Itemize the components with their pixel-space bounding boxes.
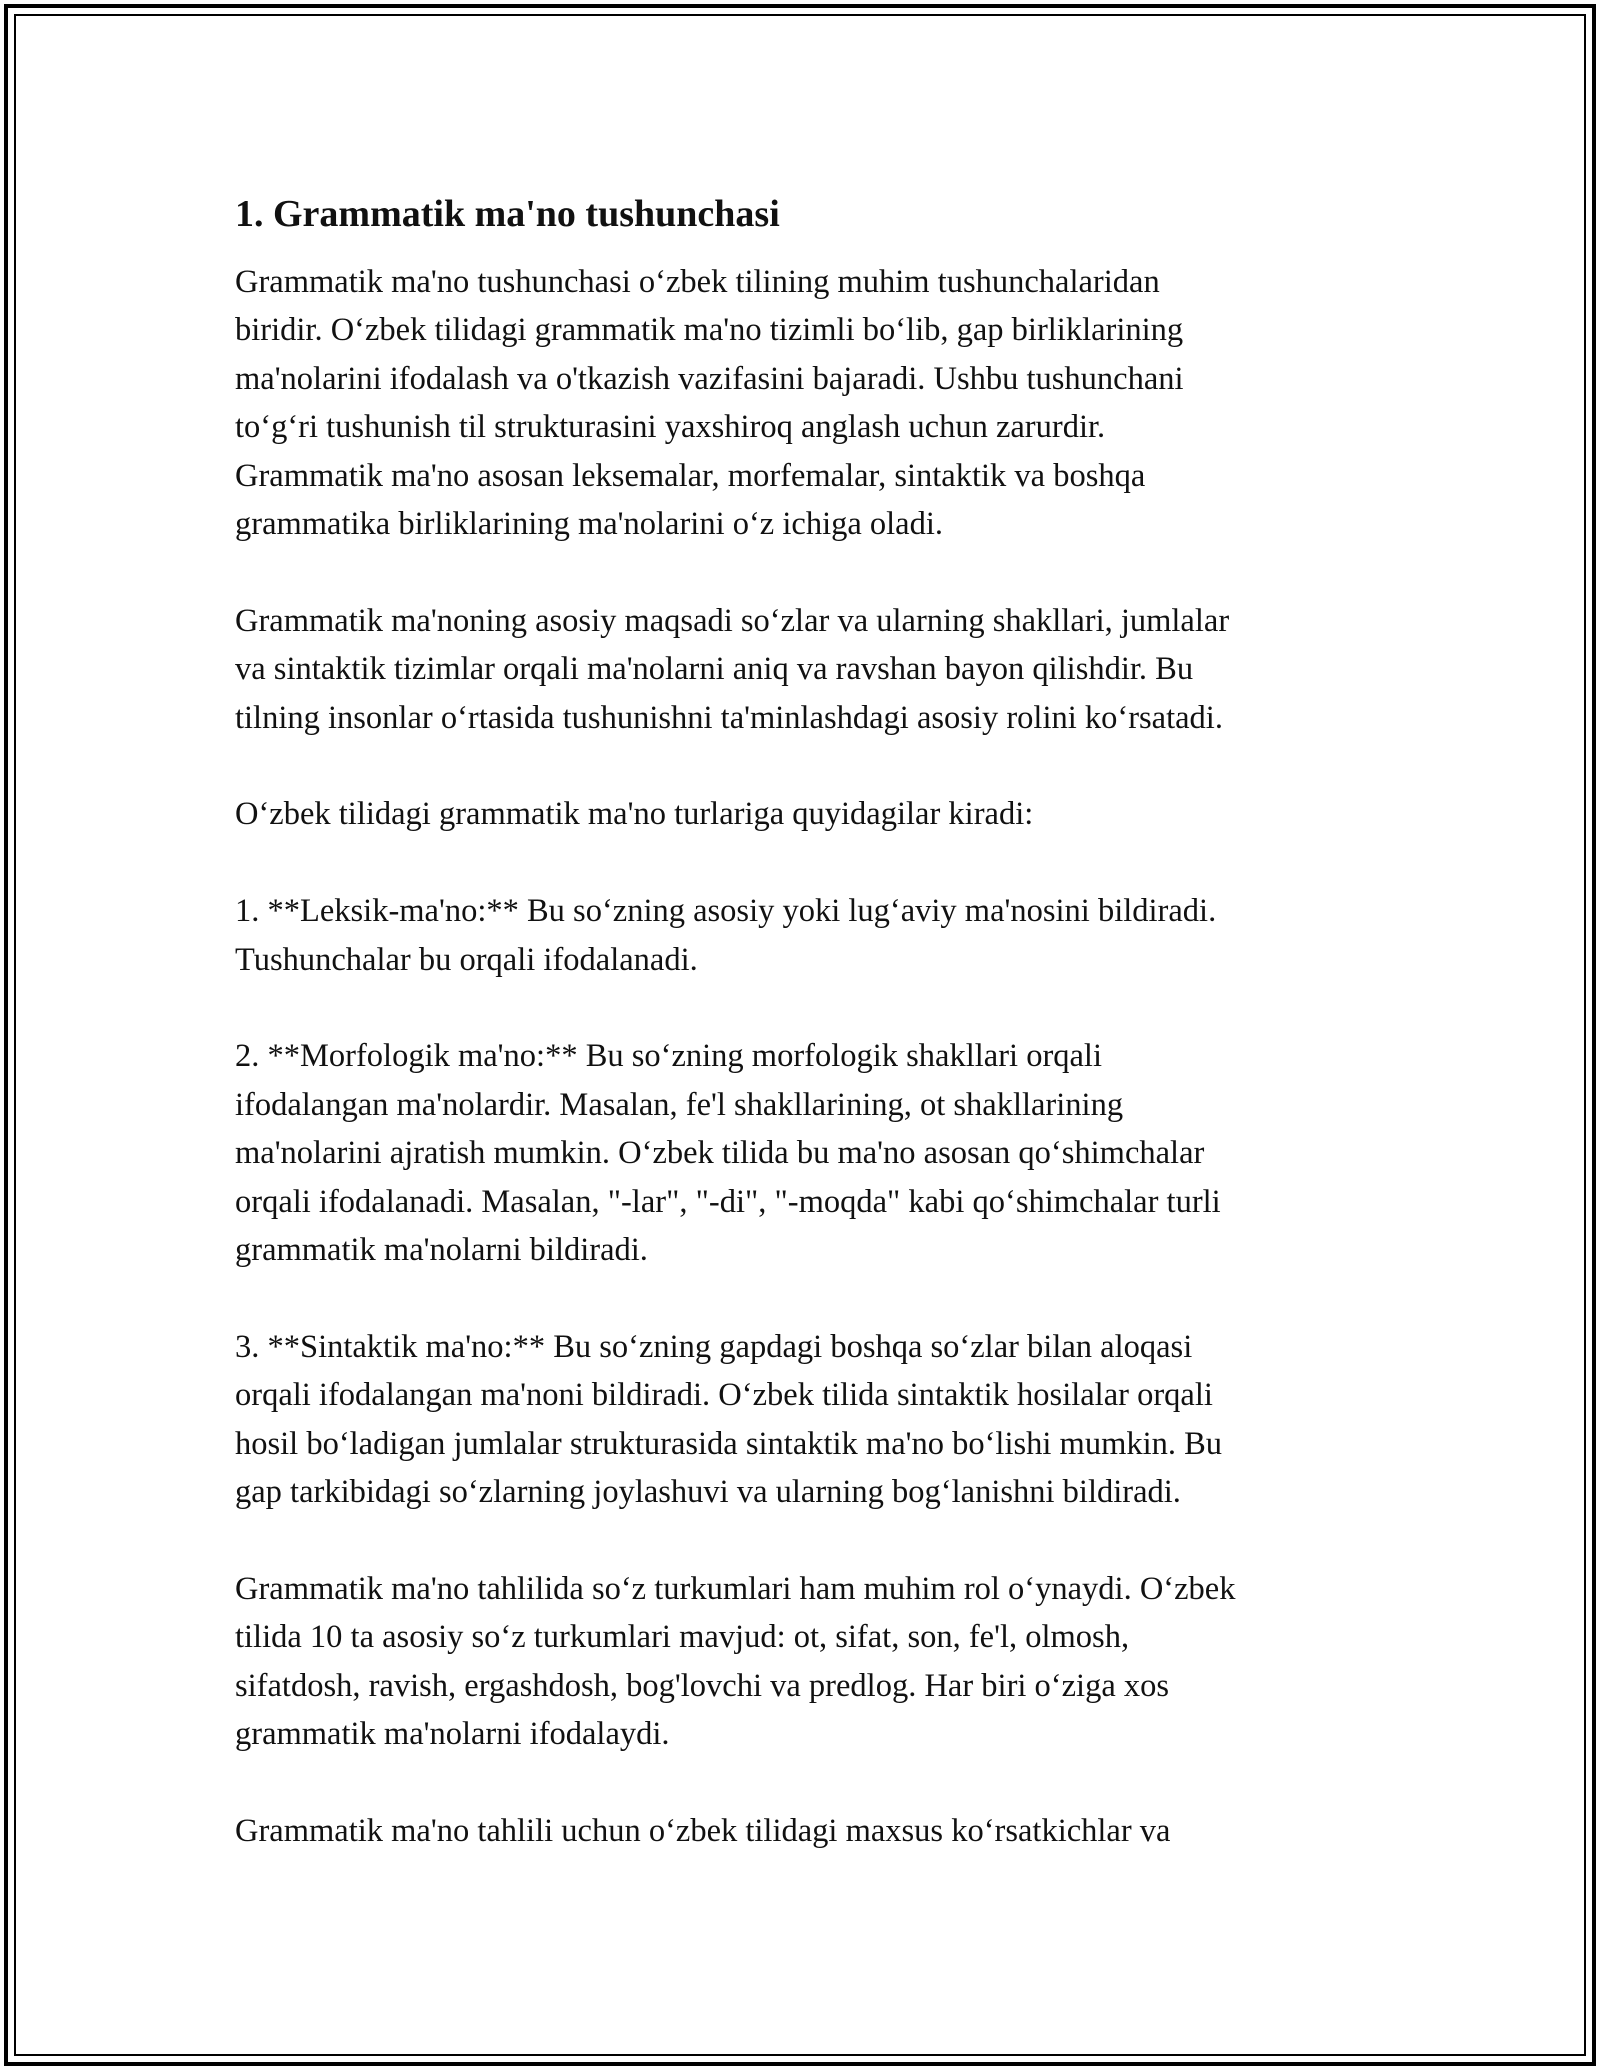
list-item-lexical: 1. **Leksik-ma'no:** Bu soʻzning asosiy yoki lugʻaviy ma'nosini bildiradi. Tushunchalar bu orqali ifodalanadi. (235, 893, 1217, 978)
paragraph-types-intro: Oʻzbek tilidagi grammatik ma'no turlariga quyidagilar kiradi: (235, 796, 1034, 833)
paragraph-word-classes: Grammatik ma'no tahlilida soʻz turkumlari ham muhim rol oʻynaydi. Oʻzbek tilida 10 ta asosiy soʻz turkumlari mavjud: ot, sifat, son, fe'l, olmosh, sifatdosh, ravish, ergashdosh, bog'lovchi va predlog. Har biri oʻziga xos grammatik ma'nolarni ifodalaydi. (235, 1570, 1236, 1753)
list-item-syntactic: 3. **Sintaktik ma'no:** Bu soʻzning gapdagi boshqa soʻzlar bilan aloqasi orqali ifodalangan ma'noni bildiradi. Oʻzbek tilida sintaktik hosilalar orqali hosil boʻladigan jumlalar strukturasida sintaktik ma'no boʻlishi mumkin. Bu gap tarkibidagi soʻzlarning joylashuvi va ularning bogʻlanishni bildiradi. (235, 1328, 1223, 1511)
list-item-morphological: 2. **Morfologik ma'no:** Bu soʻzning morfologik shakllari orqali ifodalangan ma'nolardir. Masalan, fe'l shakllarining, ot shakllarining ma'nolarini ajratish mumkin. Oʻzbek tilida bu ma'no asosan qoʻshimchalar orqali ifodalanadi. Masalan, "-lar", "-di", "-moqda" kabi qoʻshimchalar turli grammatik ma'nolarni bildiradi. (235, 1038, 1221, 1269)
section-heading: 1. Grammatik ma'no tushunchasi (235, 193, 780, 235)
paragraph-analysis: Grammatik ma'no tahlili uchun oʻzbek tilidagi maxsus koʻrsatkichlar va (235, 1812, 1171, 1849)
paragraph-intro: Grammatik ma'no tushunchasi oʻzbek tilining muhim tushunchalaridan biridir. Oʻzbek tilidagi grammatik ma'no tizimli boʻlib, gap birliklarining ma'nolarini ifodalash va o'tkazish vazifasini bajaradi. Ushbu tushunchani toʻgʻri tushunish til strukturasini yaxshiroq anglash uchun zarurdir. Grammatik ma'no asosan leksemalar, morfemalar, sintaktik va boshqa grammatika birliklarining ma'nolarini oʻz ichiga oladi. (235, 264, 1184, 543)
paragraph-purpose: Grammatik ma'noning asosiy maqsadi soʻzlar va ularning shakllari, jumlalar va sintaktik tizimlar orqali ma'nolarni aniq va ravshan bayon qilishdir. Bu tilning insonlar oʻrtasida tushunishni ta'minlashdagi asosiy rolini koʻrsatadi. (235, 602, 1230, 736)
document-body (235, 190, 1385, 1904)
